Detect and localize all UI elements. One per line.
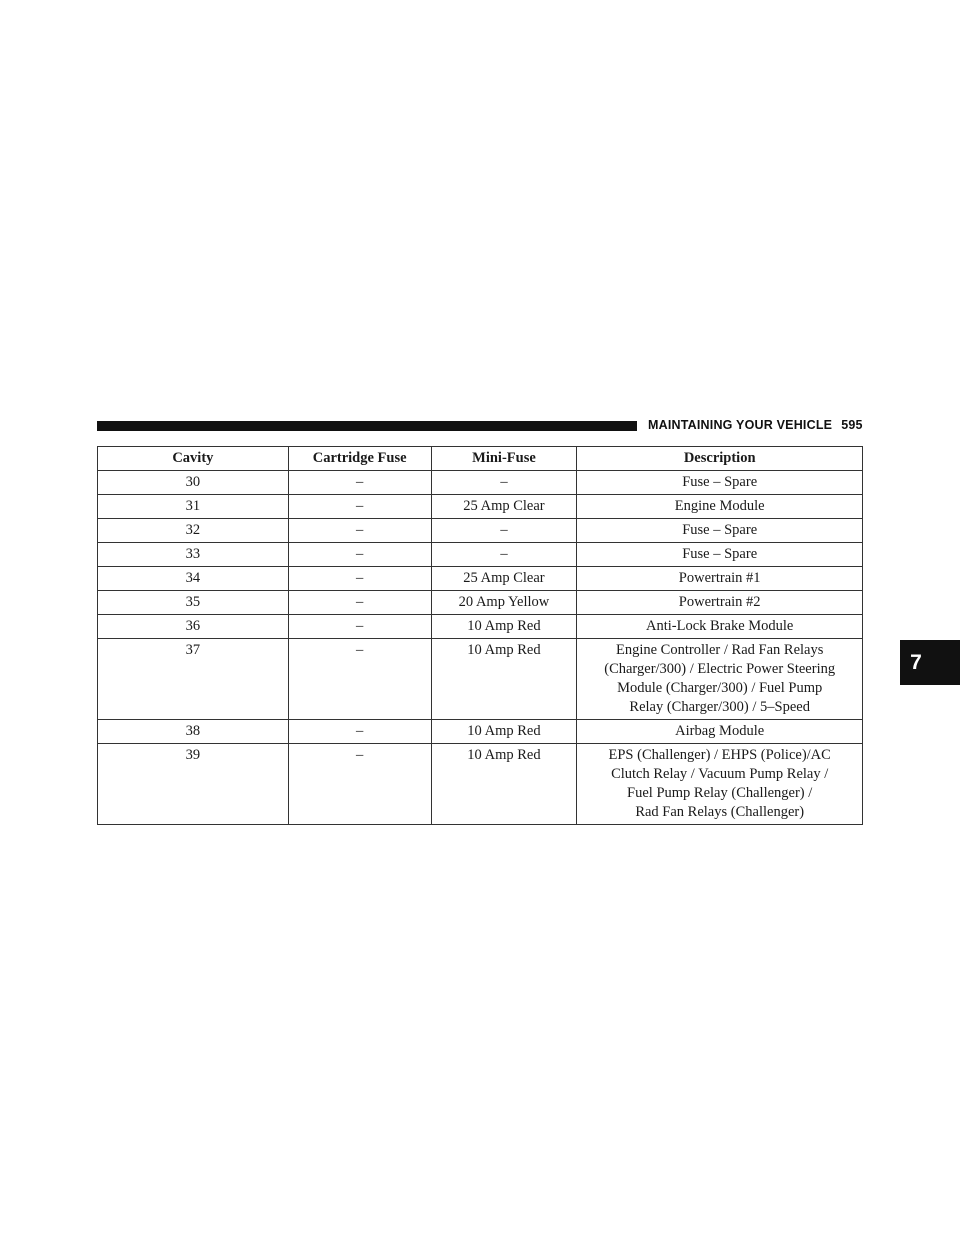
cell-description	[577, 744, 863, 825]
cell-mini-fuse: –	[431, 471, 577, 495]
cell-description: Fuse – Spare	[577, 543, 863, 567]
table-row	[98, 639, 863, 720]
description-line: Rad Fan Relays (Challenger)	[635, 804, 805, 820]
cell-cartridge-fuse: –	[288, 615, 431, 639]
description-line: (Charger/300) / Electric Power Steering	[604, 661, 836, 677]
column-header-description: Description	[577, 447, 863, 471]
cell-mini-fuse: 10 Amp Red	[431, 639, 577, 720]
cell-description: Airbag Module	[577, 720, 863, 744]
cell-mini-fuse: 10 Amp Red	[431, 744, 577, 825]
cell-description	[577, 639, 863, 720]
cell-cavity: 33	[98, 543, 289, 567]
cell-cavity: 39	[98, 744, 289, 825]
description-line: Module (Charger/300) / Fuel Pump	[617, 680, 823, 696]
cell-mini-fuse: –	[431, 519, 577, 543]
column-header-mini-fuse: Mini-Fuse	[431, 447, 577, 471]
cell-cartridge-fuse: –	[288, 543, 431, 567]
table-header-row	[98, 447, 863, 471]
table-row	[98, 495, 863, 519]
cell-mini-fuse: 25 Amp Clear	[431, 495, 577, 519]
cell-description: Fuse – Spare	[577, 471, 863, 495]
table-row	[98, 519, 863, 543]
cell-mini-fuse: 10 Amp Red	[431, 720, 577, 744]
cell-cavity: 36	[98, 615, 289, 639]
header-rule	[97, 421, 637, 431]
table-row	[98, 471, 863, 495]
cell-mini-fuse: 25 Amp Clear	[431, 567, 577, 591]
running-header	[648, 418, 863, 432]
table-body	[98, 471, 863, 825]
cell-cavity: 32	[98, 519, 289, 543]
table-row	[98, 543, 863, 567]
table-row	[98, 591, 863, 615]
cell-description: Fuse – Spare	[577, 519, 863, 543]
description-line: Relay (Charger/300) / 5–Speed	[629, 699, 810, 715]
description-line: Clutch Relay / Vacuum Pump Relay /	[611, 766, 829, 782]
description-line: Fuel Pump Relay (Challenger) /	[627, 785, 813, 801]
cell-mini-fuse: –	[431, 543, 577, 567]
cell-cartridge-fuse: –	[288, 567, 431, 591]
description-line: Engine Controller / Rad Fan Relays	[615, 642, 824, 658]
table-row	[98, 720, 863, 744]
cell-cavity: 30	[98, 471, 289, 495]
description-line: EPS (Challenger) / EHPS (Police)/AC	[608, 747, 831, 763]
cell-cavity: 31	[98, 495, 289, 519]
cell-cavity: 37	[98, 639, 289, 720]
cell-cartridge-fuse: –	[288, 639, 431, 720]
page-number: 595	[841, 418, 863, 432]
cell-mini-fuse: 20 Amp Yellow	[431, 591, 577, 615]
cell-mini-fuse: 10 Amp Red	[431, 615, 577, 639]
cell-cartridge-fuse: –	[288, 519, 431, 543]
table-row	[98, 615, 863, 639]
cell-cavity: 35	[98, 591, 289, 615]
cell-cartridge-fuse: –	[288, 591, 431, 615]
column-header-cartridge-fuse: Cartridge Fuse	[288, 447, 431, 471]
cell-cartridge-fuse: –	[288, 720, 431, 744]
table-row	[98, 744, 863, 825]
cell-cartridge-fuse: –	[288, 471, 431, 495]
cell-description: Powertrain #1	[577, 567, 863, 591]
fuse-table	[97, 446, 863, 825]
cell-description: Powertrain #2	[577, 591, 863, 615]
cell-cartridge-fuse: –	[288, 744, 431, 825]
chapter-tab[interactable]: 7	[900, 640, 960, 685]
table-row	[98, 567, 863, 591]
cell-description: Anti-Lock Brake Module	[577, 615, 863, 639]
cell-cartridge-fuse: –	[288, 495, 431, 519]
cell-description: Engine Module	[577, 495, 863, 519]
cell-cavity: 38	[98, 720, 289, 744]
section-title: MAINTAINING YOUR VEHICLE	[648, 418, 833, 432]
cell-cavity: 34	[98, 567, 289, 591]
column-header-cavity: Cavity	[98, 447, 289, 471]
